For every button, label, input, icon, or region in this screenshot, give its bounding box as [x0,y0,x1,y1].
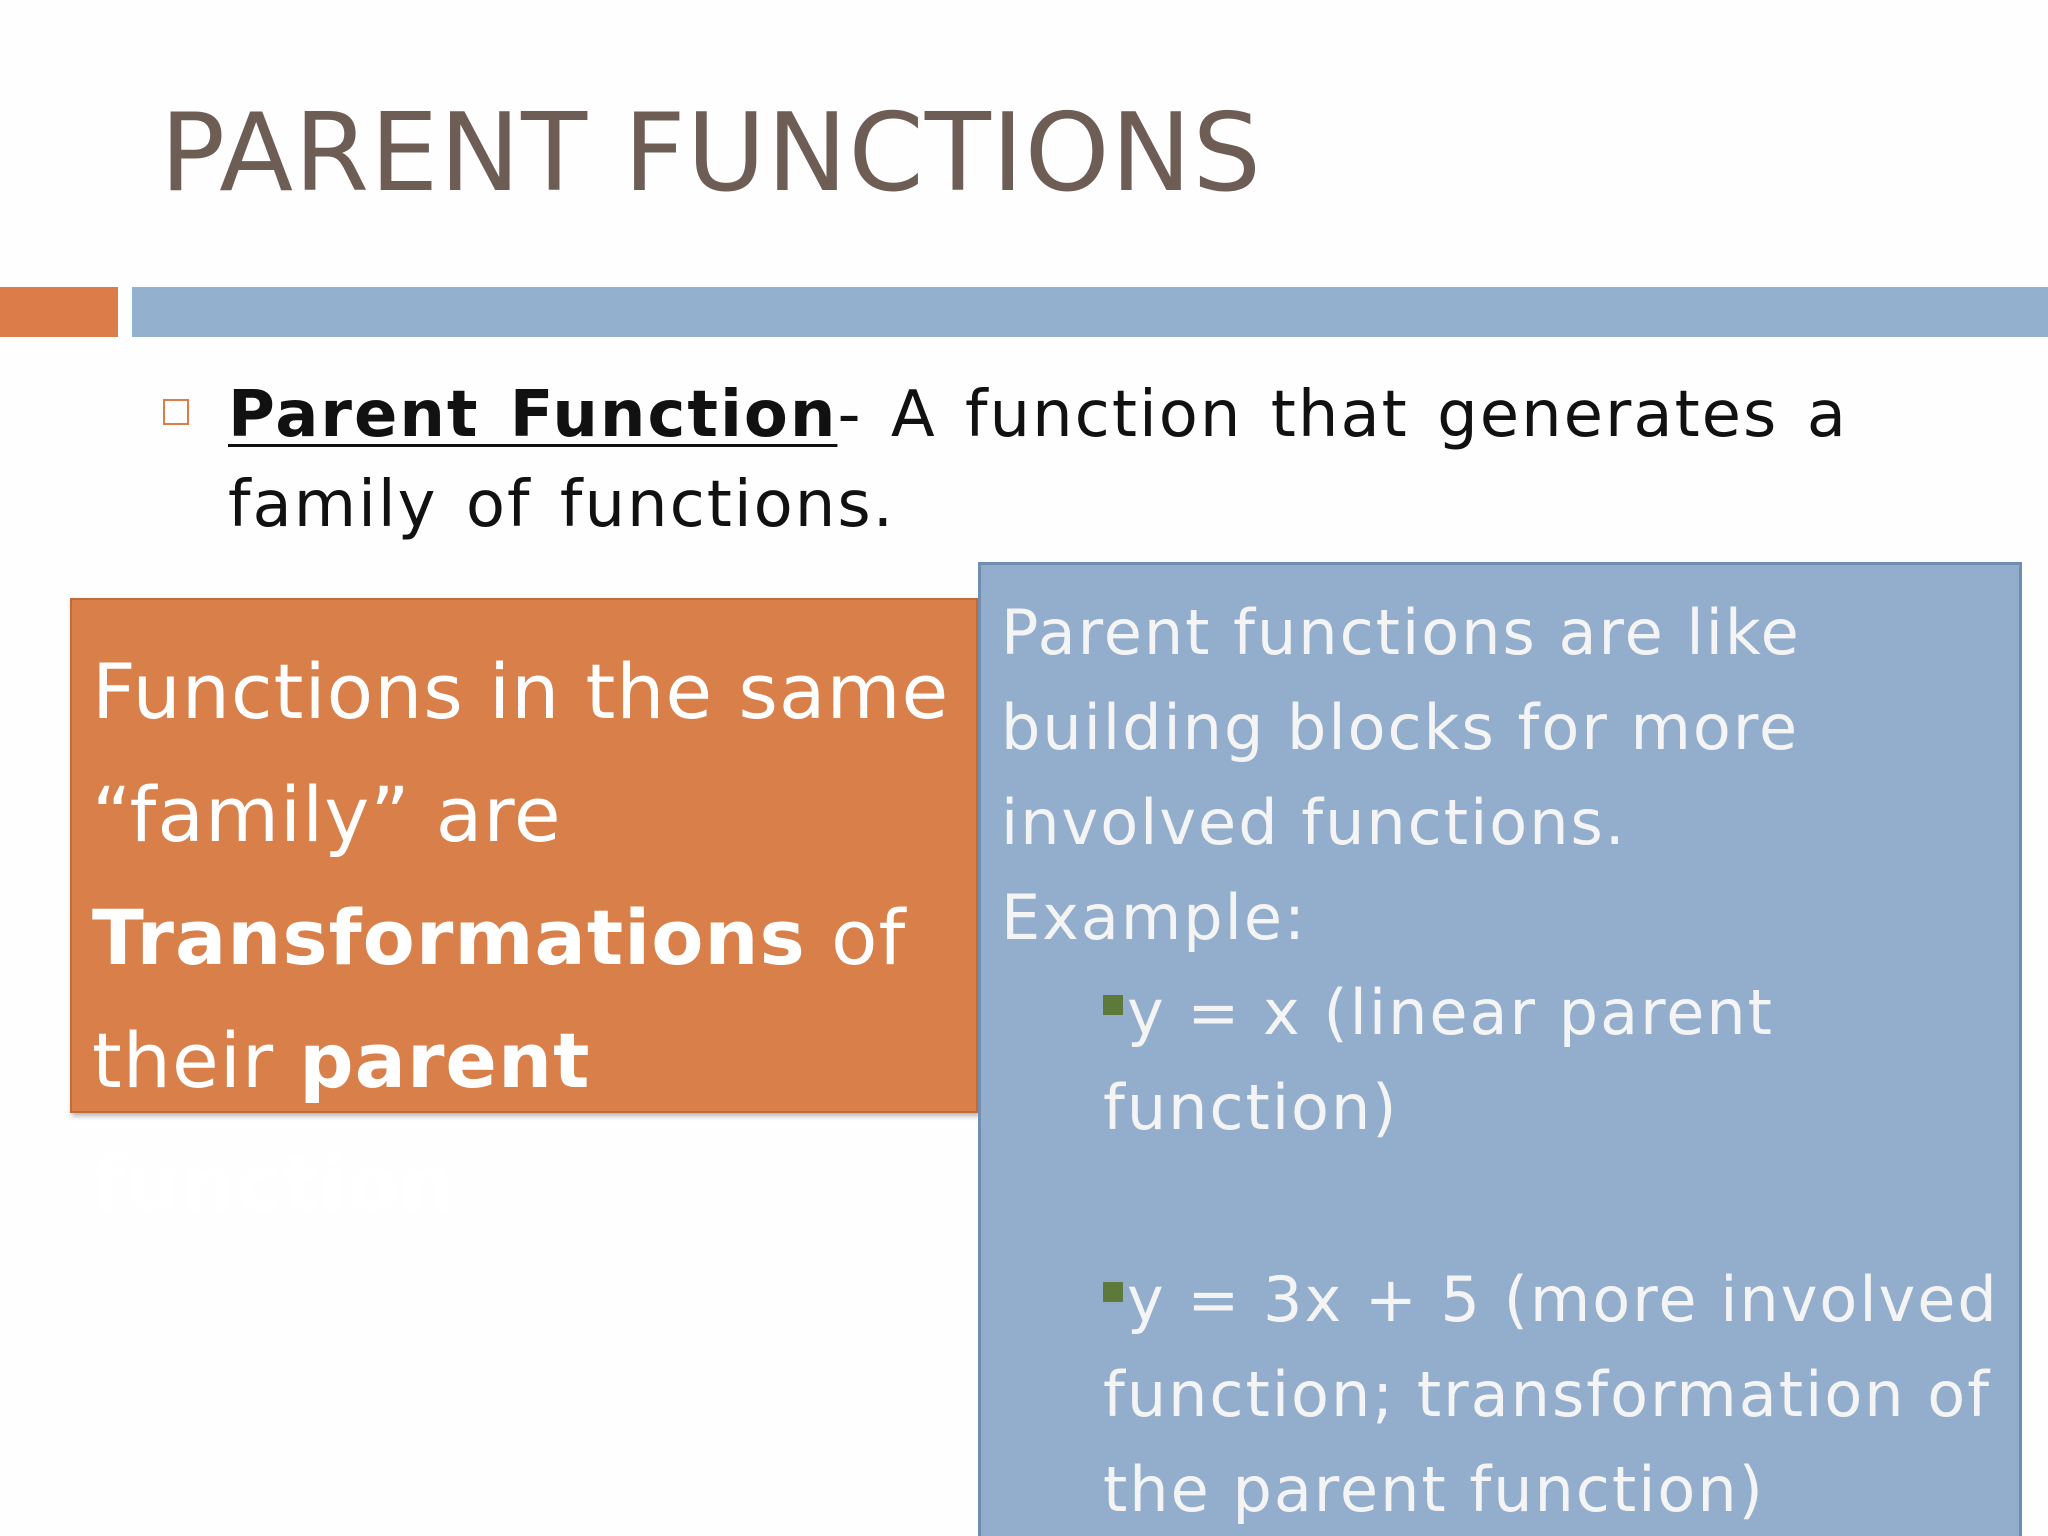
title-divider-bar [132,287,2048,337]
callout-text-2: of their [92,893,907,1105]
example-text-involved: y = 3x + 5 (more involved function; transformation of the parent function) [1103,1263,1999,1526]
example-label: Example: [1001,881,1307,954]
callout-text-1: Functions in the same “family” are [92,647,950,859]
definition-term: Parent Function [228,378,838,452]
example-item [1103,1252,2003,1536]
definition-text [228,370,1948,550]
building-blocks-intro: Parent functions are like building blocks for more involved functions. [1001,596,1801,859]
callout-bold-transformations: Transformations [92,893,806,982]
family-callout-box [70,598,978,1228]
callout-bold-parent-function: parent function [92,1016,591,1228]
square-bullet-icon [163,399,189,425]
definition-body: - A function that generates a family of functions. [228,378,1848,542]
building-blocks-box [978,562,2022,1536]
green-square-bullet-icon [1103,995,1123,1015]
example-item [1103,965,2003,1155]
green-square-bullet-icon [1103,1282,1123,1302]
example-text-linear: y = x (linear parent function) [1103,976,1774,1144]
slide-title: PARENT FUNCTIONS [160,91,1263,216]
title-accent-bar [0,287,118,337]
